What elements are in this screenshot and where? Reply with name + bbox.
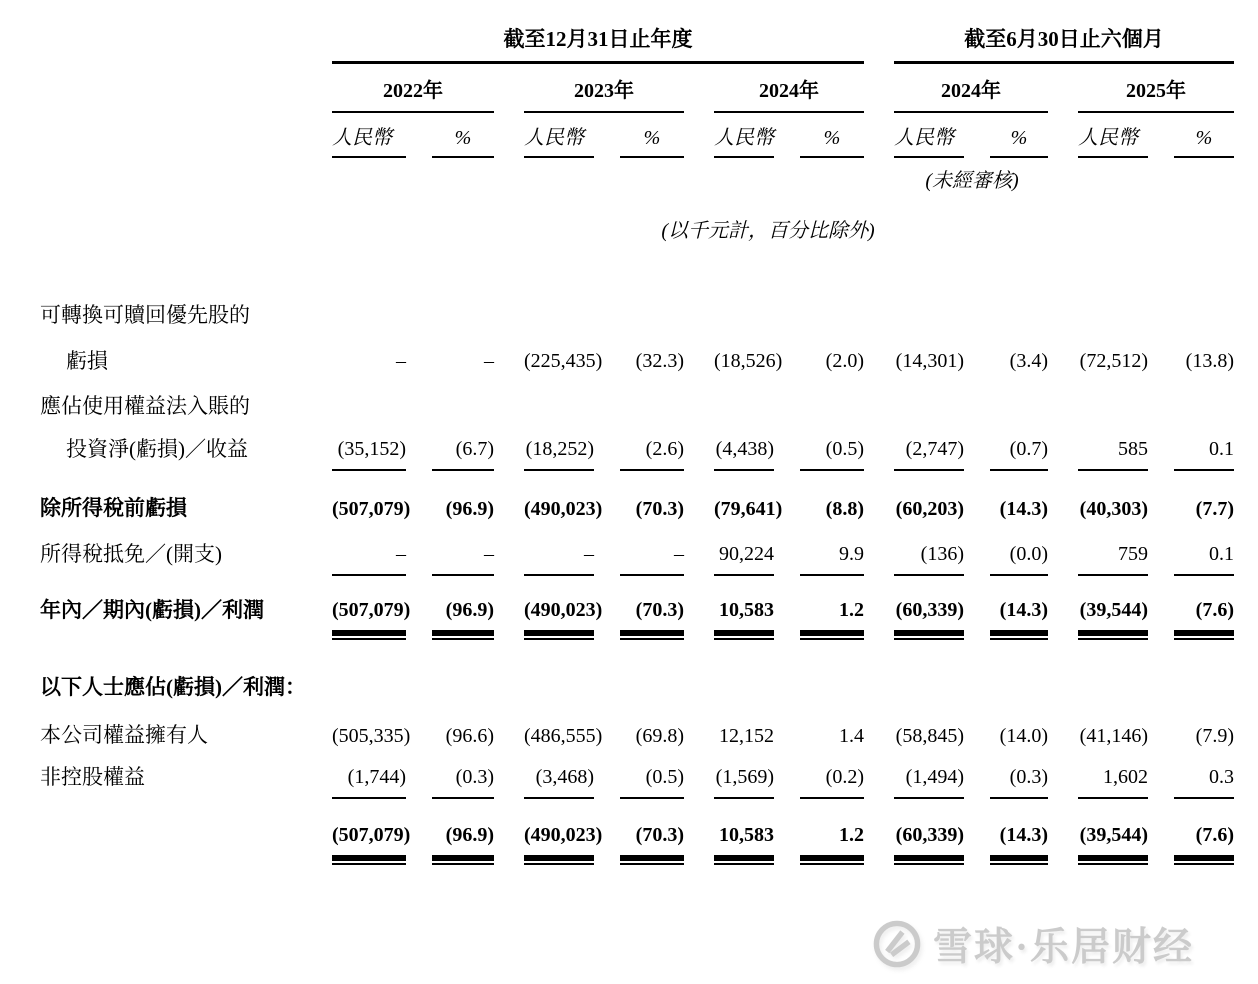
cell-value: (0.7): [990, 437, 1048, 471]
period-group-annual: [302, 26, 864, 64]
cell-value: 10,583: [714, 598, 774, 636]
cell-value: 1,602: [1078, 765, 1148, 799]
cell-value: (486,555): [524, 724, 603, 747]
table-row: [40, 194, 1234, 244]
cell-value: 585: [1078, 437, 1148, 471]
row-label: 年內／期內(虧損)／利潤: [40, 597, 264, 622]
cell-value: (1,494): [894, 765, 964, 799]
row-label: 本公司權益擁有人: [40, 723, 208, 748]
cell-value: (136): [894, 542, 964, 576]
cell-value: (14.0): [999, 724, 1048, 747]
row-label: 投資淨(虧損)／收益: [66, 437, 248, 461]
subheader-percent: %: [406, 113, 494, 158]
cell-value: 1.2: [800, 598, 864, 636]
watermark: [871, 916, 1194, 972]
table-row: [40, 244, 1234, 328]
cell-value: (14.3): [990, 823, 1048, 861]
table-row: [40, 26, 1234, 64]
cell-value: (0.2): [800, 765, 864, 799]
cell-value: (507,079): [332, 598, 406, 636]
table-row: [40, 799, 1234, 861]
cell-value: (69.8): [635, 724, 684, 747]
cell-value: (60,339): [894, 823, 964, 861]
cell-value: (14.3): [990, 598, 1048, 636]
empty-cell: [1048, 158, 1234, 194]
subheader-currency: 人民幣: [864, 113, 964, 158]
cell-value: 1.2: [800, 823, 864, 861]
row-label: [40, 799, 302, 861]
cell-value: (0.3): [990, 765, 1048, 799]
table-row: [40, 636, 1234, 700]
cell-value: (70.3): [635, 497, 684, 520]
cell-value: (72,512): [1079, 349, 1148, 372]
cell-value: (35,152): [332, 437, 406, 471]
cell-value: 1.4: [839, 724, 864, 747]
subheader-currency: 人民幣: [494, 113, 594, 158]
subheader-percent: %: [594, 113, 684, 158]
subheader-percent: %: [964, 113, 1048, 158]
cell-value: (60,339): [894, 598, 964, 636]
cell-value: (79,641): [714, 497, 783, 520]
row-label: 可轉換可贖回優先股的: [40, 303, 250, 328]
watermark-text: 雪球·乐居财经: [932, 926, 1194, 969]
cell-value: 0.3: [1174, 765, 1234, 799]
cell-value: (96.9): [445, 497, 494, 520]
empty-cell: [40, 64, 302, 113]
table-row: [40, 749, 1234, 799]
section-header: 以下人士應佔(虧損)／利潤：: [40, 675, 306, 699]
cell-value: (7.6): [1174, 823, 1234, 861]
cell-value: 10,583: [714, 823, 774, 861]
cell-value: 759: [1078, 542, 1148, 576]
subheader-currency: 人民幣: [302, 113, 406, 158]
cell-value: (1,569): [714, 765, 774, 799]
period-group-annual-title: 截至12月31日止年度: [332, 26, 864, 64]
subheader-percent: %: [1148, 113, 1234, 158]
cell-value: (4,438): [714, 437, 774, 471]
cell-value: –: [396, 349, 406, 372]
cell-value: (490,023): [524, 497, 603, 520]
cell-value: (70.3): [620, 598, 684, 636]
empty-cell: [40, 158, 302, 194]
row-label: 應佔使用權益法入賬的: [40, 393, 250, 418]
table-row: [40, 471, 1234, 521]
cell-value: (18,526): [714, 349, 783, 372]
cell-value: 0.1: [1174, 437, 1234, 471]
cell-value: 0.1: [1174, 542, 1234, 576]
unaudited-note: (未經審核): [925, 170, 1019, 193]
cell-value: (2.0): [825, 349, 864, 372]
cell-value: (507,079): [332, 497, 411, 520]
year-header-2024: 2024年: [684, 64, 864, 113]
cell-value: (490,023): [524, 598, 594, 636]
units-note-cell: [302, 194, 1234, 244]
year-header-2022: 2022年: [302, 64, 494, 113]
subheader-percent: %: [774, 113, 864, 158]
row-label: 除所得稅前虧損: [40, 496, 187, 521]
cell-value: (96.9): [432, 823, 494, 861]
cell-value: (6.7): [432, 437, 494, 471]
cell-value: (13.8): [1185, 349, 1234, 372]
cell-value: (2.6): [620, 437, 684, 471]
empty-cell: [40, 26, 302, 64]
year-header-2024-interim: 2024年: [864, 64, 1048, 113]
cell-value: (14,301): [895, 349, 964, 372]
table-row: [40, 158, 1234, 194]
row-label: 所得稅抵免／(開支): [40, 541, 222, 566]
cell-value: 90,224: [714, 542, 774, 576]
cell-value: (0.5): [620, 765, 684, 799]
cell-value: 9.9: [800, 542, 864, 576]
subheader-currency: 人民幣: [1048, 113, 1148, 158]
cell-value: (96.9): [432, 598, 494, 636]
cell-value: 12,152: [719, 724, 774, 747]
empty-cell: [302, 158, 864, 194]
cell-value: (507,079): [332, 823, 406, 861]
table-row: [40, 329, 1234, 374]
units-note: (以千元計，百分比除外): [661, 220, 875, 243]
cell-value: (505,335): [332, 724, 411, 747]
table-row: [40, 113, 1234, 158]
empty-cell: [40, 113, 302, 158]
table-row: [40, 522, 1234, 576]
cell-value: (490,023): [524, 823, 594, 861]
cell-value: (7.9): [1195, 724, 1234, 747]
empty-cell: [40, 194, 302, 244]
cell-value: (3.4): [1009, 349, 1048, 372]
xueqiu-logo-icon: [871, 918, 923, 970]
cell-value: (7.7): [1195, 497, 1234, 520]
table-row: [40, 374, 1234, 419]
table-row: [40, 419, 1234, 471]
cell-value: (96.6): [445, 724, 494, 747]
cell-value: (39,544): [1078, 823, 1148, 861]
cell-value: (8.8): [825, 497, 864, 520]
cell-value: (1,744): [332, 765, 406, 799]
cell-value: (32.3): [635, 349, 684, 372]
table-row: [40, 700, 1234, 748]
row-label: 非控股權益: [40, 764, 145, 789]
table-row: [40, 576, 1234, 636]
cell-value: (0.5): [800, 437, 864, 471]
cell-value: (0.3): [432, 765, 494, 799]
cell-value: (60,203): [895, 497, 964, 520]
cell-value: –: [332, 542, 406, 576]
table-row: [40, 64, 1234, 113]
cell-value: –: [484, 349, 494, 372]
year-header-2023: 2023年: [494, 64, 684, 113]
row-label: 虧損: [66, 348, 108, 373]
cell-value: (18,252): [524, 437, 594, 471]
cell-value: (41,146): [1079, 724, 1148, 747]
cell-value: –: [524, 542, 594, 576]
cell-value: (14.3): [999, 497, 1048, 520]
cell-value: –: [620, 542, 684, 576]
unaudited-note-cell: [864, 158, 1048, 194]
cell-value: –: [432, 542, 494, 576]
cell-value: (3,468): [524, 765, 594, 799]
cell-value: (70.3): [620, 823, 684, 861]
period-group-interim: [864, 26, 1234, 64]
period-group-interim-title: 截至6月30日止六個月: [894, 26, 1234, 64]
subheader-currency: 人民幣: [684, 113, 774, 158]
cell-value: (58,845): [895, 724, 964, 747]
cell-value: (225,435): [524, 349, 603, 372]
cell-value: (2,747): [894, 437, 964, 471]
cell-value: (0.0): [990, 542, 1048, 576]
cell-value: (7.6): [1174, 598, 1234, 636]
cell-value: (40,303): [1079, 497, 1148, 520]
year-header-2025-interim: 2025年: [1048, 64, 1234, 113]
cell-value: (39,544): [1078, 598, 1148, 636]
income-statement-table: [40, 26, 1234, 861]
